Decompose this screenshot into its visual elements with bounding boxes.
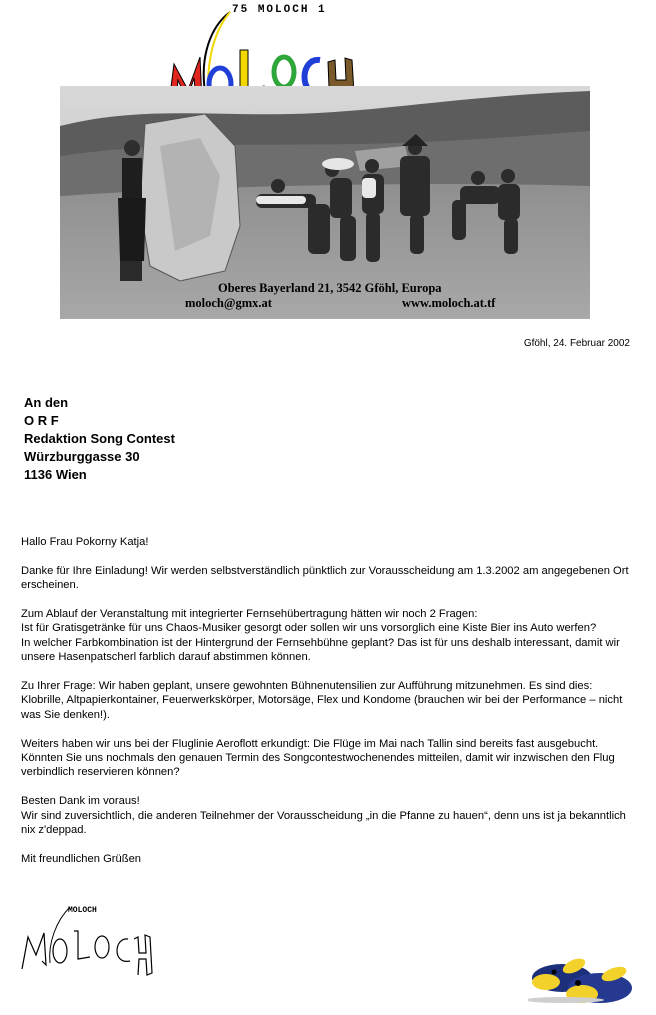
confidence-line: Wir sind zuversichtlich, die anderen Teilnehmer der Vorausscheidung „in die Pfanne zu hauen“, denn uns ist ja bekanntlich nix z'deppad. xyxy=(21,809,626,837)
signature-graphic xyxy=(18,903,158,983)
thanks-line: Besten Dank im voraus! xyxy=(21,795,140,808)
band-website[interactable]: www.moloch.at.tf xyxy=(402,296,496,310)
letter-body xyxy=(21,535,631,881)
paragraph-questions xyxy=(21,607,631,665)
bunny-slippers-graphic xyxy=(528,938,636,1006)
recipient-line: Redaktion Song Contest xyxy=(24,431,175,446)
paragraph-flights: Weiters haben wir uns bei der Fluglinie Aeroflott erkundigt: Die Flüge im Mai nach Tallin sind bereits fast ausgebucht. Könnten Sie uns nochmals den genauen Termin des Songcontestwochenendes mitteilen, damit wir inzwischen den Flug verbindlich reservieren können? xyxy=(21,737,615,779)
recipient-line: O R F xyxy=(24,413,59,428)
question-drinks: Ist für Gratisgetränke für uns Chaos-Musiker gesorgt oder sollen wir uns vorsorglich eine Kiste Bier ins Auto werfen? xyxy=(21,622,597,635)
brand-mini-label: MOLOCH xyxy=(257,4,310,16)
letter-date: Gföhl, 24. Februar 2002 xyxy=(523,338,630,349)
recipient-address xyxy=(24,394,175,484)
band-email[interactable]: moloch@gmx.at xyxy=(185,296,272,310)
questions-intro: Zum Ablauf der Veranstaltung mit integrierter Fernsehübertragung hätten wir noch 2 Fragen: xyxy=(21,608,478,620)
band-address: Oberes Bayerland 21, 3542 Gföhl, Europa xyxy=(218,281,442,295)
recipient-line: An den xyxy=(24,395,69,410)
brand-mini-suffix: 1 xyxy=(309,4,327,16)
greeting: Hallo Frau Pokorny Katja! xyxy=(21,536,149,548)
recipient-line: Würzburggasse 30 xyxy=(24,449,140,464)
brand-mini-prefix: 75 xyxy=(232,4,258,16)
signature-logo xyxy=(18,903,158,983)
closing-salutation: Mit freundlichen Grüßen xyxy=(21,852,142,865)
question-colors: In welcher Farbkombination ist der Hintergrund der Fernsehbühne geplant? Das ist für uns deshalb interessant, damit wir unsere Hasenpatscherl farblich darauf abstimmen können. xyxy=(21,636,620,664)
paragraph-thanks-closing xyxy=(21,794,631,837)
recipient-line: 1136 Wien xyxy=(24,467,87,482)
paragraph-props: Zu Ihrer Frage: Wir haben geplant, unsere gewohnten Bühnenutensilien zur Aufführung mitzunehmen. Es sind dies: Klobrille, Altpapierkontainer, Feuerwerkskörper, Motorsäge, Flex und Kondome (brauchen wir bei der Performance – nicht was Sie denken!). xyxy=(21,680,623,721)
brand-mini-text xyxy=(232,4,327,16)
signature-brand-mini: MOLOCH xyxy=(68,906,97,915)
paragraph-thanks: Danke für Ihre Einladung! Wir werden selbstverständlich pünktlich zur Vorausscheidung am 1.3.2002 am angegebenen Ort erscheinen. xyxy=(21,564,629,592)
bunny-slippers-image xyxy=(528,938,636,1006)
